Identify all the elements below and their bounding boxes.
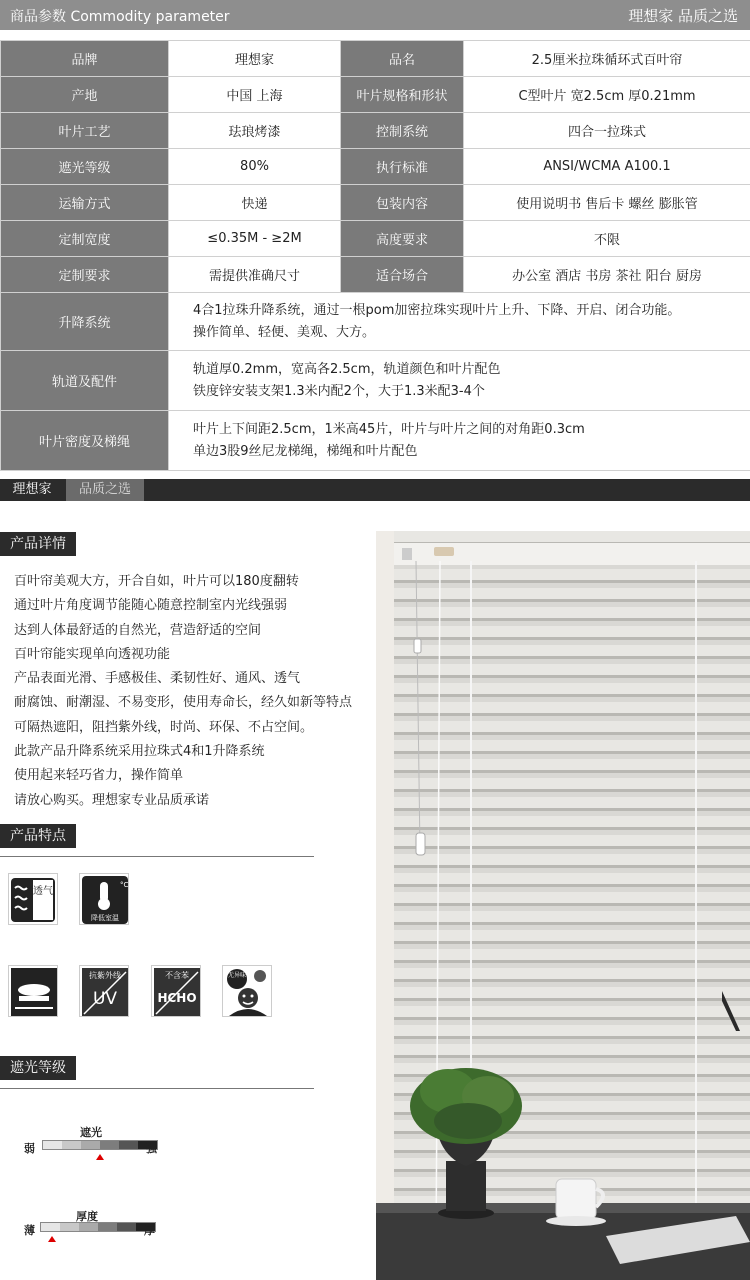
parameter-value: 需提供准确尺寸 xyxy=(169,257,341,293)
divider xyxy=(0,856,314,857)
thickness-scale-high: 厚 xyxy=(144,1224,155,1237)
parameter-key: 轨道及配件 xyxy=(1,351,169,411)
section-shading-label: 遮光等级 xyxy=(0,1056,76,1080)
parameter-value xyxy=(169,351,750,411)
brand-banner xyxy=(0,479,750,501)
parameter-value xyxy=(169,411,750,471)
parameter-key: 定制宽度 xyxy=(1,221,169,257)
parameter-key: 品牌 xyxy=(1,41,169,77)
parameter-value: 理想家 xyxy=(169,41,341,77)
detail-line: 使用起来轻巧省力，操作简单 xyxy=(14,768,184,784)
parameter-value: 快递 xyxy=(169,185,341,221)
parameter-key: 产地 xyxy=(1,77,169,113)
thickness-level-marker xyxy=(48,1236,56,1242)
thickness-scale-title: 厚度 xyxy=(76,1210,98,1223)
shade-scale-title: 遮光 xyxy=(80,1126,102,1139)
breathable-icon xyxy=(8,873,58,925)
parameter-key: 包装内容 xyxy=(341,185,464,221)
cooling-text: 降低室温 xyxy=(91,914,119,922)
parameter-row xyxy=(1,41,750,77)
parameter-row xyxy=(1,149,750,185)
details-list xyxy=(14,570,354,813)
parameter-value-line: 铁度锌安装支架1.3米内配2个，大于1.3米配3-4个 xyxy=(193,383,485,399)
section-features-label: 产品特点 xyxy=(0,824,76,848)
section-details-label: 产品详情 xyxy=(0,532,76,556)
odorless-text: 无异味 xyxy=(227,972,247,979)
parameter-value: 不限 xyxy=(464,221,750,257)
parameter-row xyxy=(1,257,750,293)
uv-title-text: 抗紫外线 xyxy=(89,971,121,980)
uv-icon xyxy=(79,965,129,1017)
parameter-key: 控制系统 xyxy=(341,113,464,149)
parameter-row-wide xyxy=(1,411,750,471)
parameter-table xyxy=(0,40,750,471)
parameter-key: 品名 xyxy=(341,41,464,77)
shade-level-marker xyxy=(96,1154,104,1160)
divider xyxy=(0,1088,314,1089)
detail-line: 百叶帘能实现单向透视功能 xyxy=(14,646,171,662)
parameter-row xyxy=(1,77,750,113)
anticorrosion-icon xyxy=(8,965,58,1017)
shade-scale-low: 弱 xyxy=(24,1142,35,1155)
formaldehyde-free-icon xyxy=(151,965,201,1017)
parameter-value-line: 叶片上下间距2.5cm，1米高45片，叶片与叶片之间的对角距0.3cm xyxy=(193,421,585,437)
parameter-header-title: 商品参数 Commodity parameter xyxy=(10,9,230,25)
banner-brand: 理想家 xyxy=(0,479,64,501)
detail-line: 通过叶片角度调节能随心随意控制室内光线强弱 xyxy=(14,598,288,614)
detail-line: 可隔热遮阳，阻挡紫外线，时尚、环保、不占空间。 xyxy=(14,719,314,735)
uv-text: UV xyxy=(92,989,118,1009)
detail-line: 产品表面光滑、手感极佳、柔韧性好、通风、透气 xyxy=(14,671,301,687)
temp-unit-text: °C xyxy=(120,881,129,889)
parameter-row-wide xyxy=(1,351,750,411)
detail-line: 此款产品升降系统采用拉珠式4和1升降系统 xyxy=(14,744,265,760)
banner-slogan: 品质之选 xyxy=(66,479,144,501)
parameter-row xyxy=(1,185,750,221)
thickness-scale-low: 薄 xyxy=(24,1224,35,1237)
hcho-title-text: 不含苯 xyxy=(165,971,189,980)
parameter-value: ANSI/WCMA A100.1 xyxy=(464,149,750,185)
product-photo xyxy=(376,531,750,1280)
parameter-value: 办公室 酒店 书房 茶社 阳台 厨房 xyxy=(464,257,750,293)
parameter-key: 适合场合 xyxy=(341,257,464,293)
parameter-value: 珐琅烤漆 xyxy=(169,113,341,149)
cooling-icon xyxy=(79,873,129,925)
parameter-value: C型叶片 宽2.5cm 厚0.21mm xyxy=(464,77,750,113)
shade-scale-bar xyxy=(42,1140,158,1150)
parameter-key: 叶片工艺 xyxy=(1,113,169,149)
brand-slogan: 理想家 品质之选 xyxy=(628,7,738,25)
parameter-value-line: 操作简单、轻便、美观、大方。 xyxy=(193,324,376,340)
parameter-value xyxy=(169,293,750,351)
parameter-row xyxy=(1,113,750,149)
breathable-text: 透气 xyxy=(33,886,53,897)
shade-scale-high: 强 xyxy=(146,1142,157,1155)
parameter-key: 叶片规格和形状 xyxy=(341,77,464,113)
parameter-value: 80% xyxy=(169,149,341,185)
thickness-scale-bar xyxy=(40,1222,156,1232)
odorless-icon xyxy=(222,965,272,1017)
parameter-value: 中国 上海 xyxy=(169,77,341,113)
parameter-value-line: 单边3股9丝尼龙梯绳，梯绳和叶片配色 xyxy=(193,443,418,459)
parameter-key: 高度要求 xyxy=(341,221,464,257)
parameter-value: 四合一拉珠式 xyxy=(464,113,750,149)
detail-line: 百叶帘美观大方，开合自如，叶片可以180度翻转 xyxy=(14,574,299,589)
detail-line: 耐腐蚀、耐潮湿、不易变形，使用寿命长，经久如新等特点 xyxy=(14,695,353,711)
detail-line: 请放心购买。理想家专业品质承诺 xyxy=(14,792,210,808)
parameter-key: 运输方式 xyxy=(1,185,169,221)
parameter-key: 定制要求 xyxy=(1,257,169,293)
parameter-key: 遮光等级 xyxy=(1,149,169,185)
detail-line: 达到人体最舒适的自然光，营造舒适的空间 xyxy=(14,622,262,638)
parameter-value-line: 轨道厚0.2mm，宽高各2.5cm，轨道颜色和叶片配色 xyxy=(193,361,501,377)
parameter-row xyxy=(1,221,750,257)
parameter-key: 叶片密度及梯绳 xyxy=(1,411,169,471)
shade-scale xyxy=(24,1124,164,1164)
parameter-value-line: 4合1拉珠升降系统，通过一根pom加密拉珠实现叶片上升、下降、开启、闭合功能。 xyxy=(193,302,681,318)
parameter-value: 使用说明书 售后卡 螺丝 膨胀管 xyxy=(464,185,750,221)
parameter-key: 升降系统 xyxy=(1,293,169,351)
parameter-header xyxy=(0,0,750,30)
thickness-scale xyxy=(24,1208,164,1248)
hcho-text: HCHO xyxy=(157,991,197,1005)
parameter-key: 执行标准 xyxy=(341,149,464,185)
parameter-row-wide xyxy=(1,293,750,351)
parameter-value: ≤0.35M - ≥2M xyxy=(169,221,341,257)
parameter-value: 2.5厘米拉珠循环式百叶帘 xyxy=(464,41,750,77)
